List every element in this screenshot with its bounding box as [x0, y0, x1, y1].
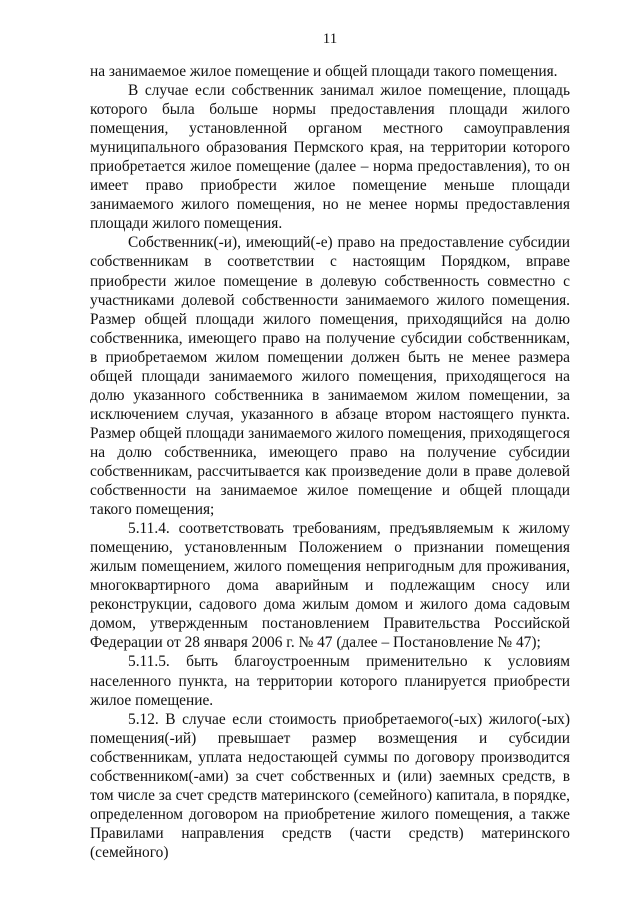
page-number: 11 [322, 31, 338, 47]
document-body [90, 62, 570, 862]
paragraph-item-5-11-4: 5.11.4. соответствовать требованиям, предъявляемым к жилому помещению, установленным Положением о признании помещения жилым помещением, жилого помещения непригодным для проживания, многоквартирного дома аварийным и подлежащим сносу или реконструкции, садового дома жилым домом и жилого дома садовым домом, утвержденным постановлением Правительства Российской Федерации от 28 января 2006 г. № 47 (далее – Постановление № 47); [90, 520, 570, 652]
paragraph-owner-area-norm: В случае если собственник занимал жилое помещение, площадь которого была больше нормы предоставления площади жилого помещения, установленной органом местного самоуправления муниципального образования Пермского края, на территории которого приобретается жилое помещение (далее – норма предоставления), то он имеет право приобрести жилое помещение меньше площади занимаемого жилого помещения, но не менее нормы предоставления площади жилого помещения. [90, 82, 570, 233]
paragraph-continuation: на занимаемое жилое помещение и общей площади такого помещения. [90, 63, 558, 80]
paragraph-item-5-12: 5.12. В случае если стоимость приобретаемого(-ых) жилого(-ых) помещения(-ий) превышает размер возмещения и субсидии собственникам, уплата недостающей суммы по договору производится собственником(-ами) за счет собственных и (или) заемных средств, в том числе за счет средств материнского (семейного) капитала, в порядке, определенном договором на приобретение жилого помещения, а также Правилами направления средств (части средств) материнского (семейного) [90, 710, 570, 861]
paragraph-item-5-11-5: 5.11.5. быть благоустроенным применительно к условиям населенного пункта, на территории которого планируется приобрести жилое помещение. [90, 653, 570, 709]
paragraph-shared-ownership: Собственник(-и), имеющий(-е) право на предоставление субсидии собственникам в соответствии с настоящим Порядком, вправе приобрести жилое помещение в долевую собственность совместно с участниками долевой собственности занимаемого жилого помещения. Размер общей площади жилого помещения, приходящийся на долю собственника, имеющего право на получение субсидии собственникам, в приобретаемом жилом помещении должен быть не менее размера общей площади занимаемого жилого помещения, приходящегося на долю указанного собственника в занимаемом жилом помещении, за исключением случая, указанного в абзаце втором настоящего пункта. Размер общей площади занимаемого жилого помещения, приходящегося на долю собственника, имеющего право на получение субсидии собственникам, рассчитывается как произведение доли в праве долевой собственности на занимаемое жилое помещение и общей площади такого помещения; [90, 234, 570, 519]
